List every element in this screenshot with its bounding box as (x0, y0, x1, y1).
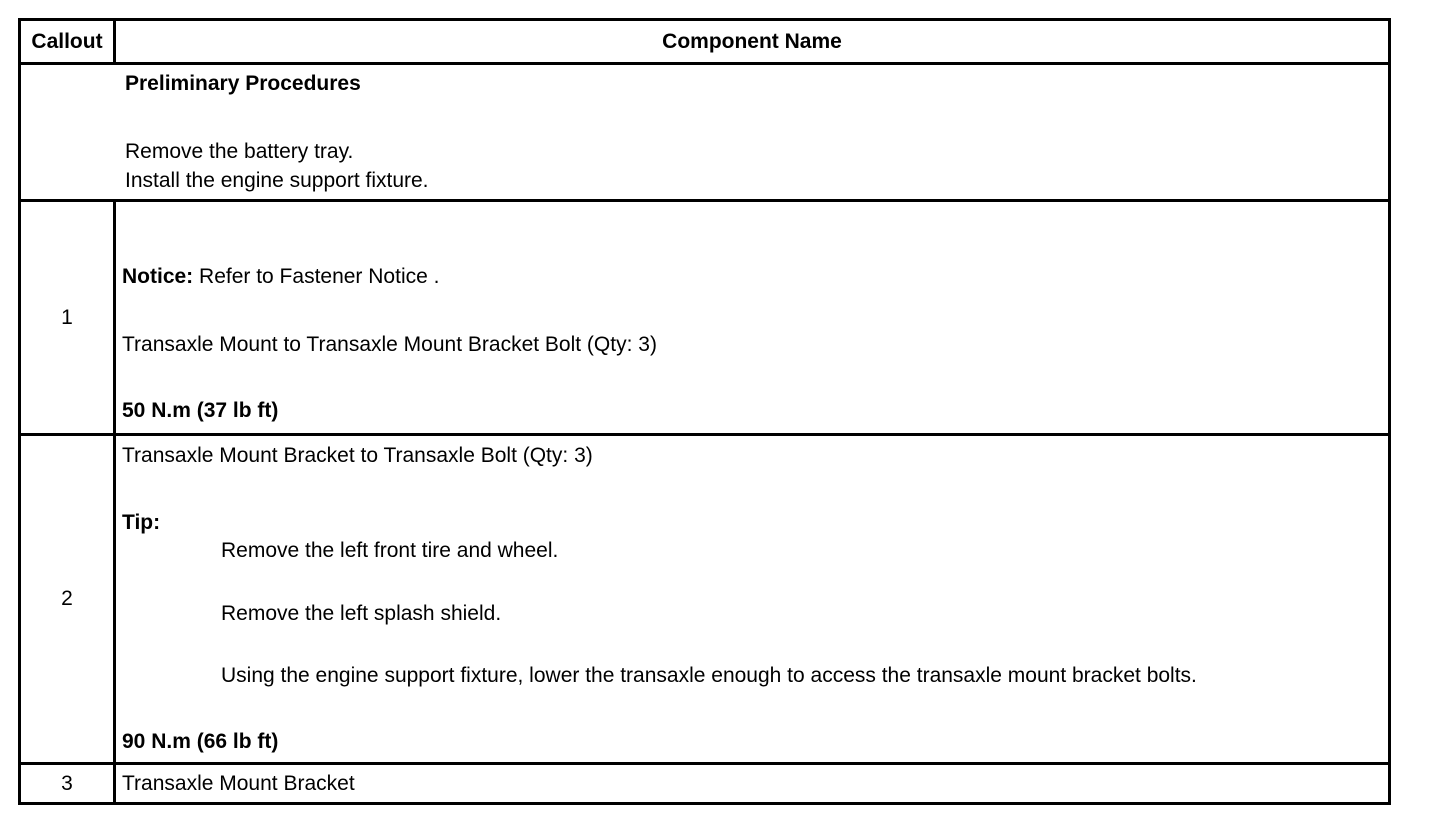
row-content (116, 436, 1388, 762)
callout-number: 2 (21, 436, 116, 762)
callout-header: Callout (21, 21, 116, 62)
table-row (21, 202, 1388, 436)
component-name: Transaxle Mount Bracket (122, 772, 355, 795)
preliminary-procedures-row (21, 65, 1388, 202)
preliminary-step: Remove the battery tray. (125, 140, 354, 163)
component-name: Transaxle Mount to Transaxle Mount Bracket Bolt (Qty: 3) (122, 333, 657, 356)
callout-number: 1 (21, 202, 116, 433)
preliminary-callout-cell (21, 65, 116, 199)
notice-line (122, 265, 439, 289)
row-content (116, 202, 1388, 433)
row-content (116, 765, 1388, 802)
torque-spec: 50 N.m (37 lb ft) (122, 399, 279, 422)
component-table (18, 18, 1391, 805)
preliminary-content (116, 65, 1388, 199)
tip-item: Using the engine support fixture, lower the transaxle enough to access the transaxle mount bracket bolts. (221, 664, 1197, 687)
callout-number: 3 (21, 765, 116, 802)
component-name-header: Component Name (662, 29, 842, 53)
table-header-row (21, 21, 1388, 65)
notice-text: Refer to Fastener Notice . (193, 265, 440, 288)
table-row (21, 765, 1388, 802)
torque-spec: 90 N.m (66 lb ft) (122, 730, 279, 753)
preliminary-step: Install the engine support fixture. (125, 169, 429, 192)
notice-label: Notice: (122, 265, 194, 288)
tip-item: Remove the left front tire and wheel. (221, 539, 559, 562)
preliminary-title: Preliminary Procedures (125, 72, 361, 95)
component-name: Transaxle Mount Bracket to Transaxle Bolt (Qty: 3) (122, 444, 593, 467)
tip-label: Tip: (122, 511, 161, 534)
tip-item: Remove the left splash shield. (221, 602, 502, 625)
table-row (21, 436, 1388, 765)
